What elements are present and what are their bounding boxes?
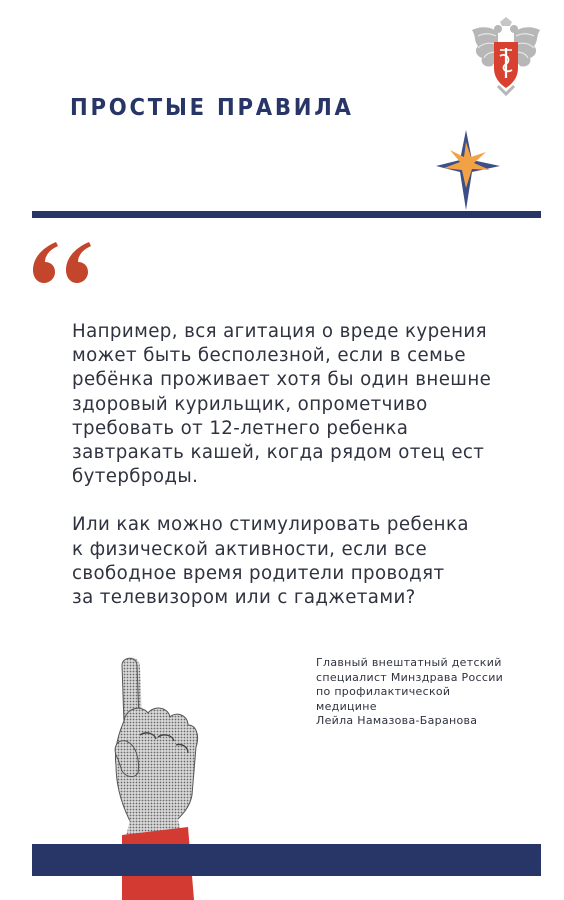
- quote-body: [72, 320, 542, 610]
- quote-paragraph: Или как можно стимулировать ребенка к физической активности, если все свободное время родители проводят за телевизором или с гаджетами?: [72, 514, 469, 609]
- bottom-bar: [32, 844, 541, 876]
- quotation-mark-icon: [30, 240, 92, 284]
- compass-star-icon: [436, 130, 508, 210]
- top-divider: [32, 211, 541, 218]
- page-title: ПРОСТЫЕ ПРАВИЛА: [70, 95, 354, 121]
- ministry-emblem-icon: [468, 16, 544, 96]
- author-signature: Главный внештатный детский специалист Минздрава России по профилактической медицине Лейла Намазова-Баранова: [316, 656, 504, 728]
- quote-paragraph: Например, вся агитация о вреде курения может быть бесполезной, если в семье ребёнка проживает хотя бы один внешне здоровый курильщик, опрометчиво требовать от 12-летнего ребенка завтракать кашей, когда рядом отец ест бутерброды.: [72, 321, 492, 488]
